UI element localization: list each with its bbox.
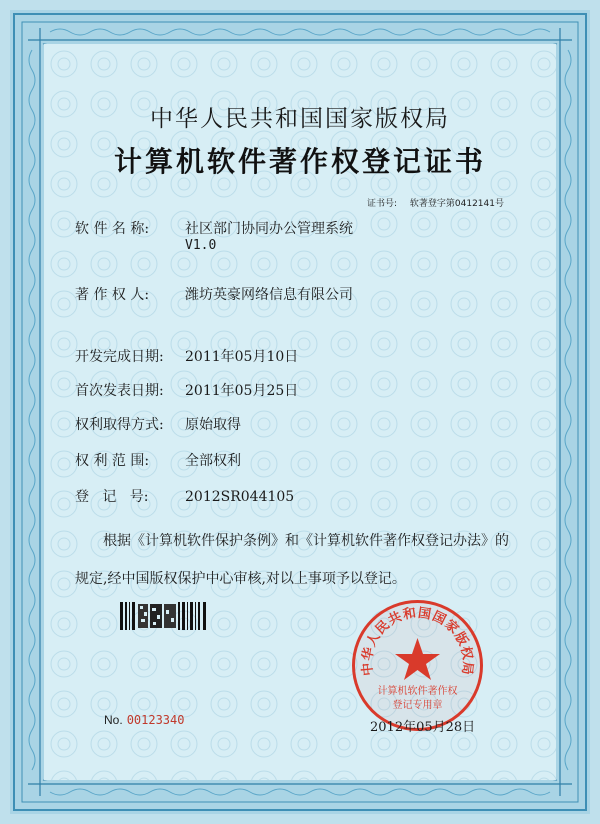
field-software-name (75, 218, 353, 238)
serial-prefix: No. (104, 713, 123, 727)
registration-no-value: 2012SR044105 (185, 489, 295, 505)
statement-line-2: 规定,经中国版权保护中心审核,对以上事项予以登记。 (75, 571, 406, 587)
certificate-number (367, 196, 504, 209)
seal-inner-line-1: 计算机软件著作权 (377, 686, 458, 697)
statement-paragraph (75, 522, 545, 598)
certificate-title: 计算机软件著作权登记证书 (113, 145, 486, 178)
field-acquisition-method (75, 414, 241, 434)
registration-no-label: 登 记 号: (75, 489, 149, 505)
acquisition-method-value: 原始取得 (185, 417, 241, 433)
copyright-holder-label: 著 作 权 人: (75, 287, 150, 303)
issuer-title: 中华人民共和国国家版权局 (150, 106, 450, 132)
first-publish-date-value: 2011年05月25日 (185, 383, 299, 399)
first-publish-date-label: 首次发表日期: (75, 383, 164, 399)
official-seal (350, 598, 485, 733)
serial-number (104, 713, 184, 727)
serial-value: 00123340 (126, 713, 185, 727)
rights-scope-value: 全部权利 (185, 453, 241, 469)
software-name-label: 软 件 名 称: (75, 221, 150, 237)
dev-complete-date-value: 2011年05月10日 (185, 349, 299, 365)
copyright-holder-value: 潍坊英豪网络信息有限公司 (185, 287, 353, 303)
software-version: V1.0 (185, 238, 217, 253)
seal-inner-line-2: 登记专用章 (392, 700, 443, 711)
field-registration-no (75, 486, 294, 506)
acquisition-method-label: 权利取得方式: (75, 417, 164, 433)
rights-scope-label: 权 利 范 围: (75, 453, 150, 469)
certificate-number-label: 证书号: (366, 199, 398, 209)
field-rights-scope (75, 450, 241, 470)
barcode (120, 602, 208, 630)
software-name-value: 社区部门协同办公管理系统 (185, 221, 353, 237)
certificate-number-value: 软著登字第0412141号 (409, 199, 504, 209)
field-first-publish-date (75, 380, 298, 400)
dev-complete-date-label: 开发完成日期: (75, 349, 164, 365)
field-dev-complete-date (75, 346, 298, 366)
statement-line-1: 根据《计算机软件保护条例》和《计算机软件著作权登记办法》的 (103, 533, 509, 549)
field-copyright-holder (75, 284, 353, 304)
issue-date: 2012年05月28日 (370, 720, 476, 735)
seal-outer-text: 中华人民共和国国家版权局 (360, 605, 475, 677)
